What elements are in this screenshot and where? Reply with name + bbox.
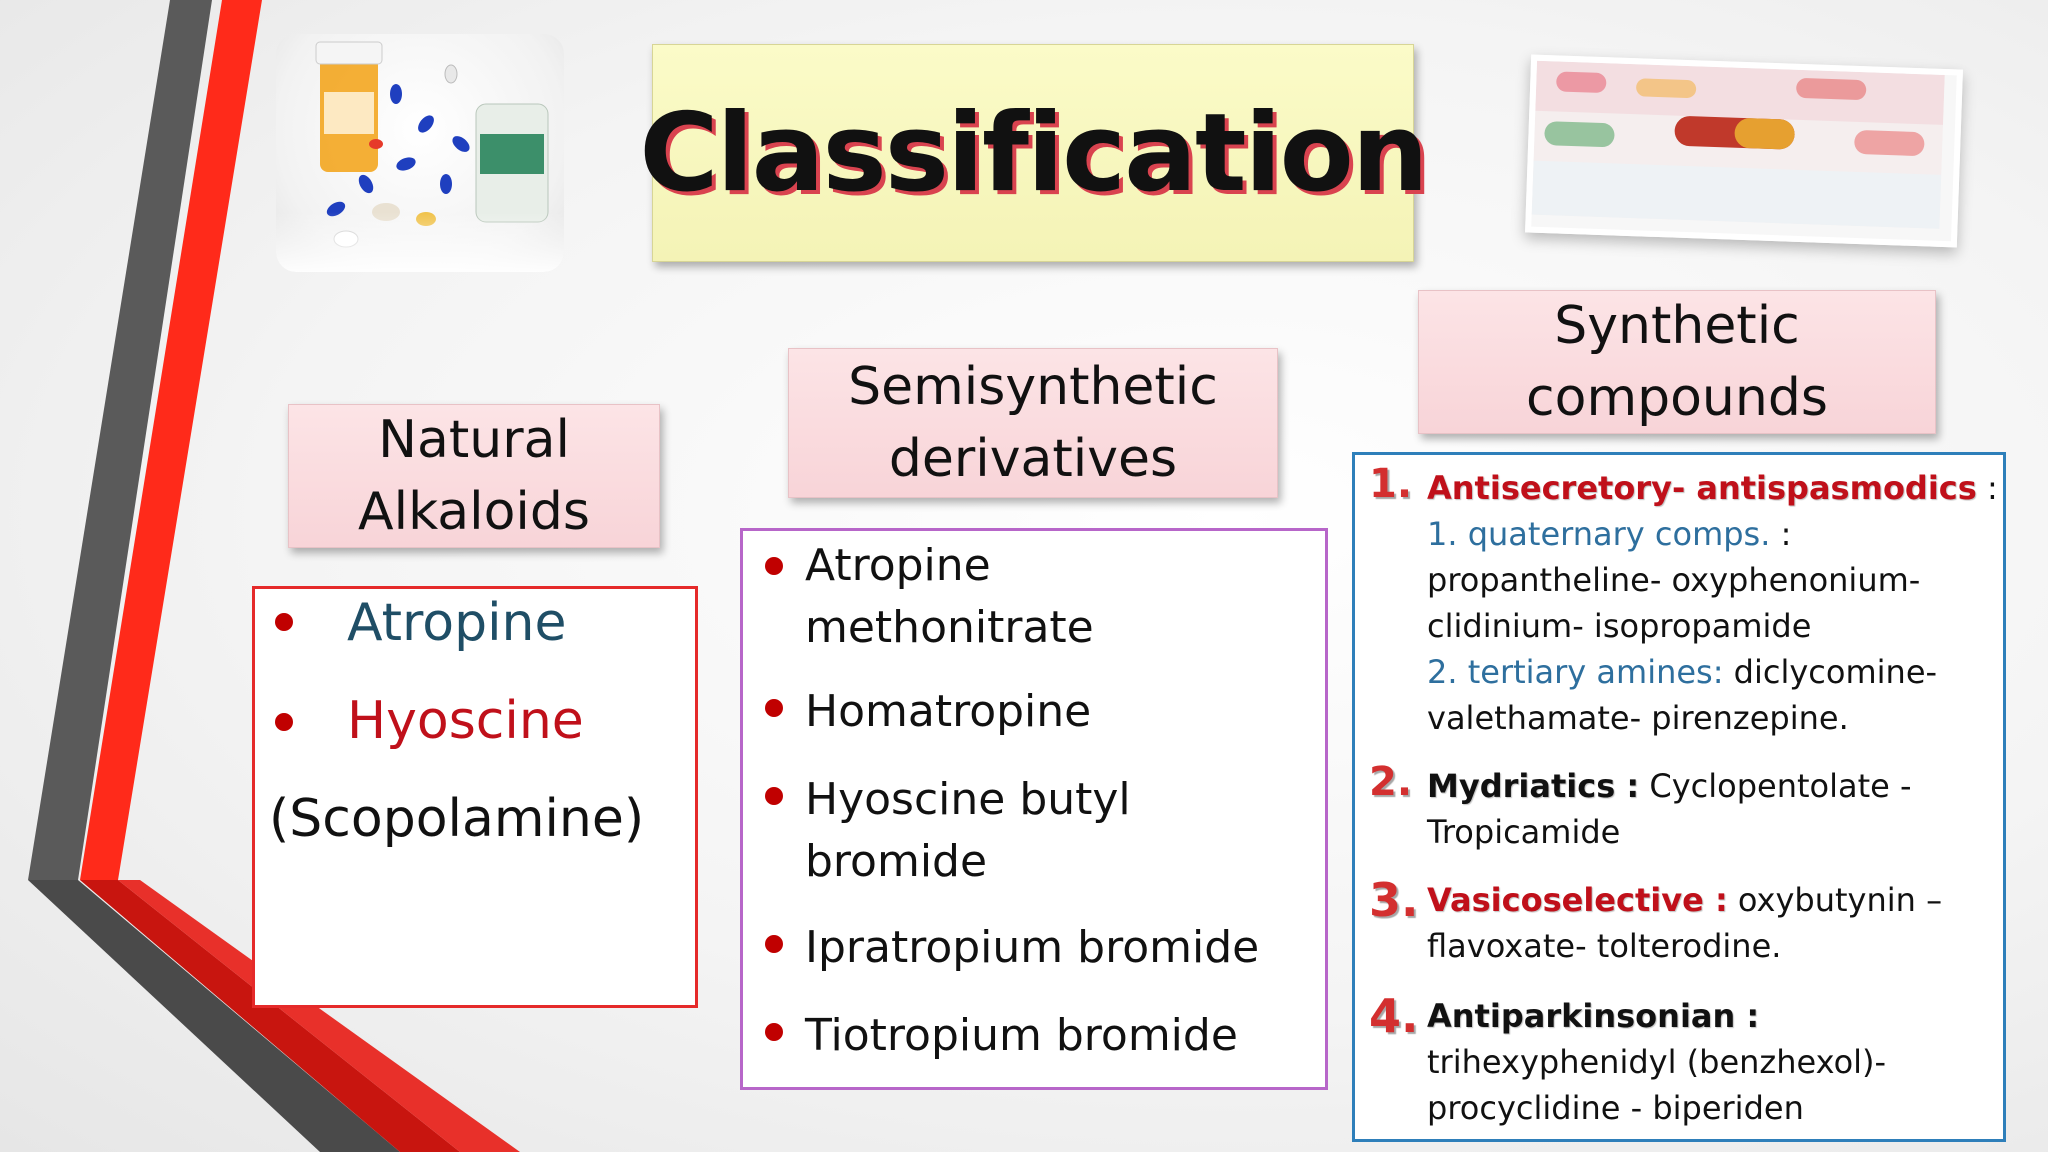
group-1-colon: : xyxy=(1976,469,1998,507)
semi-item-2: Homatropine xyxy=(805,686,1092,737)
natural-alkaloids-header xyxy=(288,404,660,548)
semi-item-1-line2: methonitrate xyxy=(805,602,1094,653)
group-1-sub2-line2: valethamate- pirenzepine. xyxy=(1427,699,1849,737)
synthetic-header xyxy=(1418,290,1936,434)
capsule-tray-photo xyxy=(1525,55,1963,248)
semi-item-1-line1: Atropine xyxy=(805,540,991,591)
group-2-line xyxy=(1427,763,1912,809)
group-1-sub1-label: 1. quaternary comps. xyxy=(1427,515,1771,553)
page-title: Classification xyxy=(639,90,1427,216)
group-1-sub1-line2: clidinium- isopropamide xyxy=(1427,607,1812,645)
synthetic-header-line1: Synthetic xyxy=(1554,296,1800,356)
semisynthetic-box xyxy=(740,528,1328,1090)
semisynthetic-header xyxy=(788,348,1278,498)
group-3-number: 3. xyxy=(1369,873,1419,927)
group-1-sub2-rest: diclycomine- xyxy=(1723,653,1938,691)
group-4-number: 4. xyxy=(1369,989,1419,1043)
synthetic-header-line2: compounds xyxy=(1526,368,1828,428)
group-1-title: Antisecretory- antispasmodics xyxy=(1427,469,1977,507)
bullet-icon xyxy=(765,557,783,575)
synthetic-box xyxy=(1352,452,2006,1142)
bullet-icon xyxy=(765,699,783,717)
bullet-icon xyxy=(765,1023,783,1041)
group-1-sub2-label: 2. tertiary amines: xyxy=(1427,653,1724,691)
semi-item-3-line2: bromide xyxy=(805,836,988,887)
group-1-number: 1. xyxy=(1369,461,1413,507)
group-2-number: 2. xyxy=(1369,759,1413,805)
bullet-icon xyxy=(275,713,293,731)
group-1-sub1-line1: propantheline- oxyphenonium- xyxy=(1427,561,1921,599)
semisynthetic-header-line1: Semisynthetic xyxy=(848,357,1218,417)
group-4-title: Antiparkinsonian : xyxy=(1427,997,1760,1035)
group-1-sub1-label-line xyxy=(1427,511,1791,557)
natural-alkaloids-box xyxy=(252,586,698,1008)
bullet-icon xyxy=(275,613,293,631)
bullet-icon xyxy=(765,935,783,953)
group-2-title: Mydriatics : xyxy=(1427,767,1640,805)
natural-header-line2: Alkaloids xyxy=(358,482,590,542)
group-2-line2: Tropicamide xyxy=(1427,813,1621,851)
natural-header-line1: Natural xyxy=(378,410,570,470)
group-3-rest: oxybutynin – xyxy=(1727,881,1943,919)
natural-item-scopolamine: (Scopolamine) xyxy=(269,789,645,849)
title-box xyxy=(639,44,1427,262)
semisynthetic-header-line2: derivatives xyxy=(888,429,1178,489)
semi-item-5: Tiotropium bromide xyxy=(805,1010,1238,1061)
group-4-line2: trihexyphenidyl (benzhexol)- xyxy=(1427,1043,1887,1081)
semi-item-4: Ipratropium bromide xyxy=(805,922,1260,973)
bullet-icon xyxy=(765,787,783,805)
group-3-title: Vasicoselective : xyxy=(1427,881,1728,919)
natural-item-hyoscine: Hyoscine xyxy=(347,691,584,751)
pills-photo xyxy=(276,34,564,272)
group-1-sub2-line xyxy=(1427,649,1937,695)
group-1-sub1-colon: : xyxy=(1770,515,1792,553)
group-3-line2: flavoxate- tolterodine. xyxy=(1427,927,1782,965)
semi-item-3-line1: Hyoscine butyl xyxy=(805,774,1131,825)
group-1-title-line xyxy=(1427,465,1998,511)
group-4-line3: procyclidine - biperiden xyxy=(1427,1089,1804,1127)
group-2-rest: Cyclopentolate - xyxy=(1639,767,1912,805)
group-3-line xyxy=(1427,877,1942,923)
natural-item-atropine: Atropine xyxy=(347,593,567,653)
